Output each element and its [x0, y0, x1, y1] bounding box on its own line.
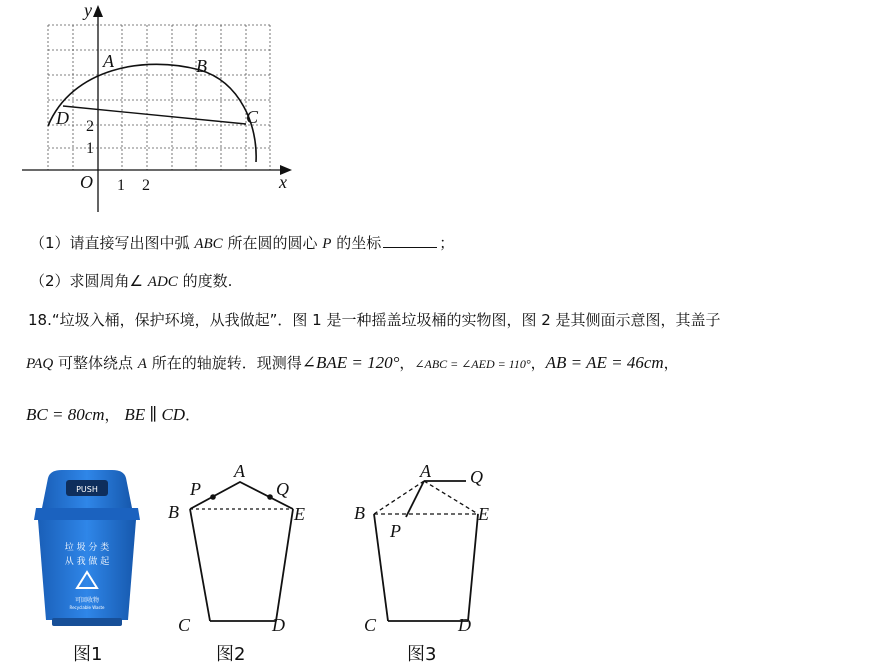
fig2-label-c: C: [178, 615, 191, 635]
center-var: P: [322, 236, 332, 252]
point-a-label: A: [103, 51, 114, 71]
bin-text-2: 从 我 做 起: [64, 557, 110, 567]
question-2: （2）求圆周角∠ ADC 的度数.: [30, 272, 233, 290]
angle-name: ADC: [147, 274, 178, 290]
bin-small-1: 可回收物: [74, 597, 100, 604]
bin-rim: [34, 508, 140, 520]
problem-18-line-3: BC = 80cm， BE ∥ CD．: [26, 405, 201, 424]
figure-2-side-view: [160, 455, 330, 635]
fig2-label-e: E: [294, 504, 305, 524]
fig3-label-a: A: [420, 461, 431, 481]
figure-captions: [0, 636, 872, 668]
arc-abc: [48, 64, 256, 162]
y-tick-2: 2: [86, 118, 94, 135]
fig2-label-p: P: [190, 479, 201, 499]
caption-fig2: 图2: [216, 644, 246, 665]
fig3-label-d: D: [458, 615, 471, 635]
grid: [48, 25, 270, 170]
x-tick-1: 1: [117, 177, 125, 194]
caption-fig3: 图3: [407, 644, 437, 665]
fig2-label-a: A: [234, 461, 245, 481]
caption-fig1: 图1: [73, 644, 103, 665]
fig3-label-e: E: [478, 504, 489, 524]
point-b-label: B: [196, 56, 207, 76]
fig3-label-q: Q: [470, 467, 483, 487]
figure-1-trash-bin: [28, 468, 146, 630]
point-p-dot: [210, 494, 216, 500]
point-c-label: C: [246, 107, 259, 127]
point-d-label: D: [56, 108, 69, 128]
fig2-label-b: B: [168, 502, 179, 522]
fig2-label-d: D: [272, 615, 285, 635]
x-axis-label: x: [279, 172, 287, 192]
problem-18-line-1: 18.“垃圾入桶，保护环境，从我做起”．图 1 是一种摇盖垃圾桶的实物图，图 2 是其侧面示意图，其盖子: [28, 311, 721, 329]
x-tick-2: 2: [142, 177, 150, 194]
fig2-label-q: Q: [276, 479, 289, 499]
y-tick-1: 1: [86, 140, 94, 157]
fig3-label-c: C: [364, 615, 377, 635]
answer-blank: [383, 246, 437, 248]
arc-name: ABC: [194, 236, 223, 252]
y-axis-label: y: [84, 0, 92, 20]
bin-text-1: 垃 圾 分 类: [64, 543, 110, 553]
origin-label: O: [80, 172, 93, 192]
problem-18-line-2: PAQ 可整体绕点 A 所在的轴旋转．现测得∠BAE = 120°，∠ABC = ∠AED = 110°，AB = AE = 46cm，: [26, 353, 679, 372]
point-q-dot: [267, 494, 273, 500]
figure-3-rotated-lid: [350, 455, 520, 635]
question-1: （1）请直接写出图中弧 ABC 所在圆的圆心 P 的坐标 ；: [30, 234, 455, 252]
coordinate-graph: [0, 0, 310, 225]
fig3-label-p: P: [390, 521, 401, 541]
push-label: PUSH: [76, 485, 98, 494]
fig3-label-b: B: [354, 503, 365, 523]
bin-small-2: Recyclable Waste: [69, 605, 105, 610]
